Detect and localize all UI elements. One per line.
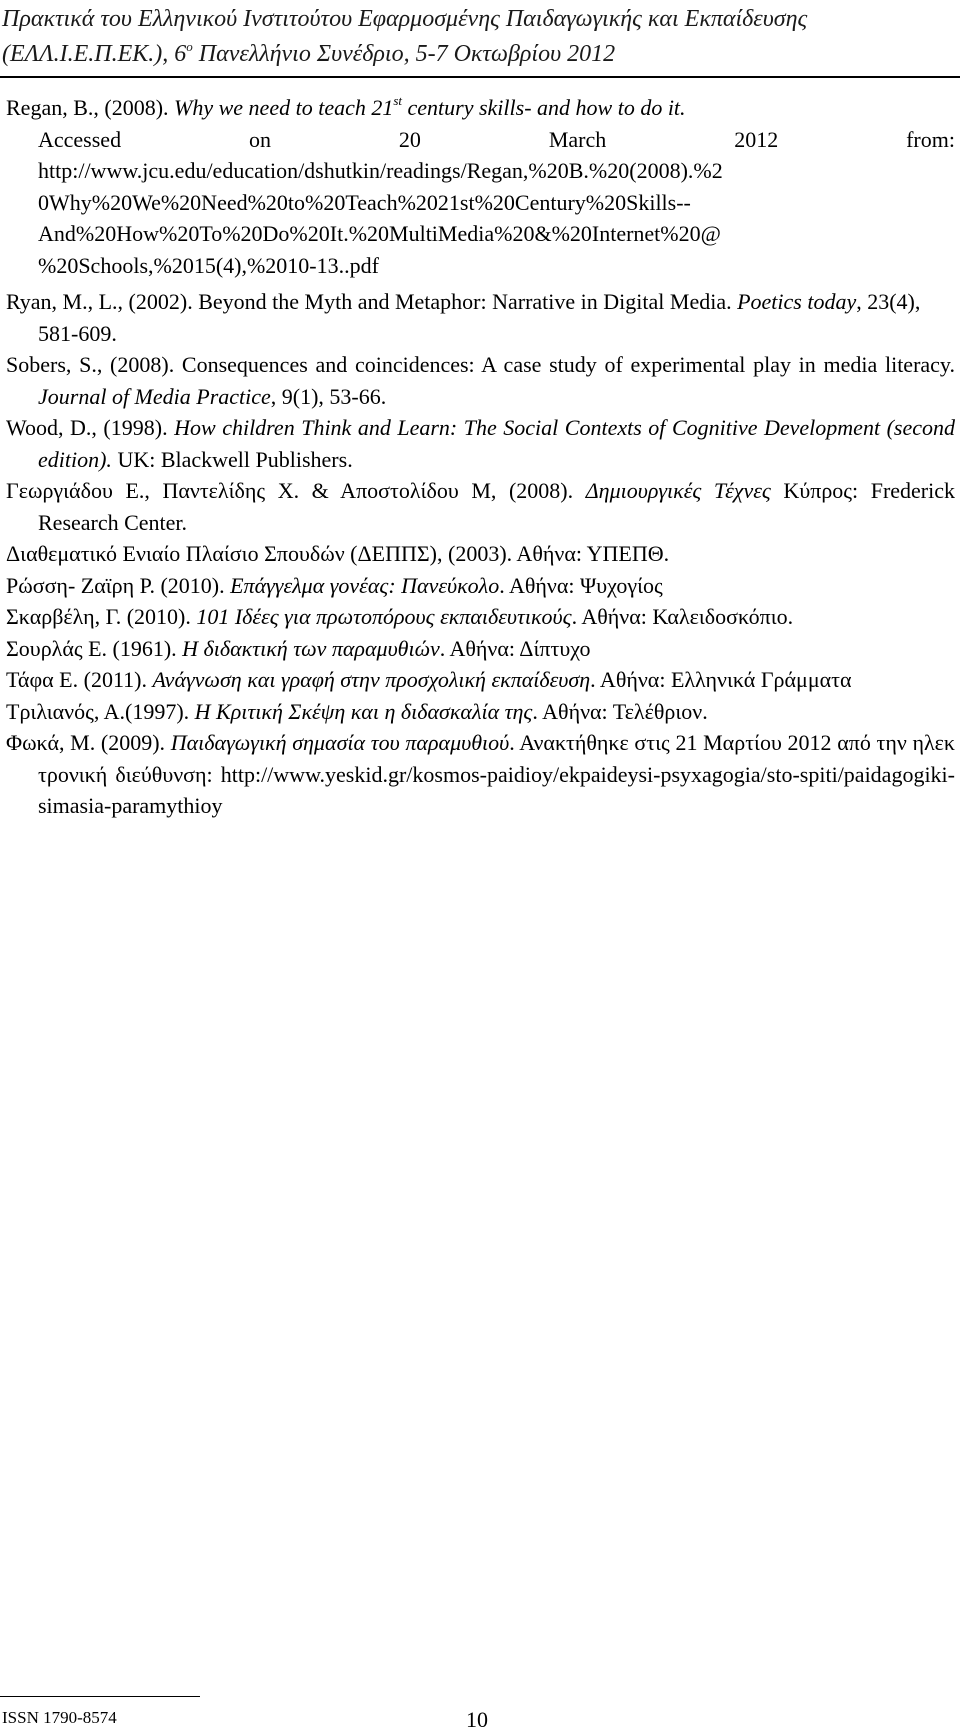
reference-author: Σκαρβέλη, Γ. (2010). [6,604,197,629]
reference-triliano [6,696,955,728]
reference-rest: UK: Blackwell Publishers. [111,446,353,472]
reference-title: Παιδαγωγική σημασία του παραμυθιού [170,730,510,755]
reference-sourlas [6,633,955,665]
accessed-word: on [249,126,271,152]
regan-url-line[interactable]: And%20How%20To%20Do%20It.%20MultiMedia%20&%20Internet%20@ [38,221,721,246]
regan-url-line[interactable]: http://www.jcu.edu/education/dshutkin/readings/Regan,%20B.%20(2008).%2 [38,158,723,183]
reference-rest: . Αθήνα: Τελέθριον. [532,698,708,724]
accessed-word: from: [906,126,955,152]
reference-author: Τάφα Ε. (2011). [6,667,153,692]
reference-author: Τριλιανός, Α.(1997). [6,698,195,724]
reference-ryan [6,286,955,349]
reference-rest: . Αθήνα: Ψυχογίος [499,572,663,598]
reference-regan [6,92,955,281]
reference-author: Γεωργιάδου Ε., Παντελίδης Χ. & Αποστολίδου Μ, (2008). [6,478,586,503]
reference-depps: Διαθεματικό Ενιαίο Πλαίσιο Σπουδών (ΔΕΠΠΣ), (2003). Αθήνα: ΥΠΕΠΘ. [6,541,670,566]
reference-author: Ρώσση- Ζαϊρη Ρ. (2010). [6,572,231,598]
reference-rest: Κύπρος: Frederick Research Center. [38,478,956,535]
header-line-2-prefix: (ΕΛΛ.Ι.Ε.Π.ΕΚ.), 6 [2,41,187,67]
reference-title: Επάγγελμα γονέας: Πανεύκολο [230,572,500,598]
reference-tafa [6,664,955,696]
reference-author: Wood, D., (1998). [6,415,175,440]
accessed-word: Accessed [38,126,122,152]
reference-sobers [6,349,955,412]
accessed-word: 20 [398,126,421,152]
reference-skarveli [6,601,955,633]
header-line-2-suffix: Πανελλήνιο Συνέδριο, 5-7 Οκτωβρίου 2012 [192,41,616,67]
header-line-2 [2,37,952,72]
regan-url-line[interactable]: %20Schools,%2015(4),%2010-13..pdf [38,252,379,278]
regan-details [6,124,955,282]
reference-title-part: Why we need to teach 21 [174,95,394,120]
reference-title: Η διδακτική των παραμυθιών [182,635,440,661]
reference-title: Δημιουργικές Τέχνες [585,478,771,503]
reference-list [6,92,955,822]
reference-title [174,95,686,120]
reference-title-part: century skills- and how to do it. [402,95,686,120]
reference-journal: Poetics today [737,289,857,314]
reference-author: Σουρλάς Ε. (1961). [6,635,183,661]
header-rule [0,76,960,78]
header-line-1: Πρακτικά του Ελληνικού Ινστιτούτου Εφαρμοσμένης Παιδαγωγικής και Εκπαίδευσης [2,6,808,32]
reference-rest: , 23(4), 581-609. [38,289,921,346]
reference-title-sup: st [393,93,403,108]
reference-foka [6,727,955,822]
accessed-word: March [548,126,607,152]
reference-journal: Journal of Media Practice [38,383,271,409]
reference-georgiadou [6,475,955,538]
reference-title: Η Κριτική Σκέψη και η διδασκαλία της [194,698,533,724]
regan-url-line[interactable]: 0Why%20We%20Need%20to%20Teach%2021st%20Century%20Skills-- [38,189,691,215]
reference-rest: . Ανακτήθηκε στις 21 Μαρτίου 2012 από την ηλεκτρονική διεύθυνση: http://www.yeskid.gr/kosmos-paidioy/ekpaideysi-psyxagogia/sto-spiti/paidagogiki-simasia-paramythioy [38,730,955,818]
page-number: 10 [466,1707,488,1732]
reference-title: 101 Ιδέες για πρωτοπόρους εκπαιδευτικούς [196,604,572,629]
reference-text: Sobers, S., (2008). Consequences and coincidences: A case study of experimental play in media literacy. [6,352,955,377]
reference-rest: , 9(1), 53-66. [270,383,387,409]
reference-wood [6,412,955,475]
running-header [2,2,952,72]
reference-rest: . Αθήνα: Ελληνικά Γράμματα [590,667,852,692]
reference-author: Φωκά, Μ. (2009). [6,730,171,755]
regan-line-1 [6,92,955,124]
footer-rule [0,1696,200,1697]
reference-rest: . Αθήνα: Καλειδοσκόπιο. [571,604,794,629]
reference-text: Ryan, M., L., (2002). Beyond the Myth and Metaphor: Narrative in Digital Media. [6,289,732,314]
header-ordinal-suffix: ο [186,39,193,54]
accessed-word: 2012 [734,126,779,152]
reference-author: Regan, B., (2008). [6,95,175,120]
reference-title: How children Think and Learn: The Social Contexts of Cognitive Development (second edition). [38,415,955,472]
reference-title: Ανάγνωση και γραφή στην προσχολική εκπαίδευση [152,667,591,692]
regan-accessed-line [38,124,955,156]
reference-rest: . Αθήνα: Δίπτυχο [439,635,591,661]
issn-label: ISSN 1790-8574 [2,1708,117,1727]
reference-rossi [6,570,955,602]
